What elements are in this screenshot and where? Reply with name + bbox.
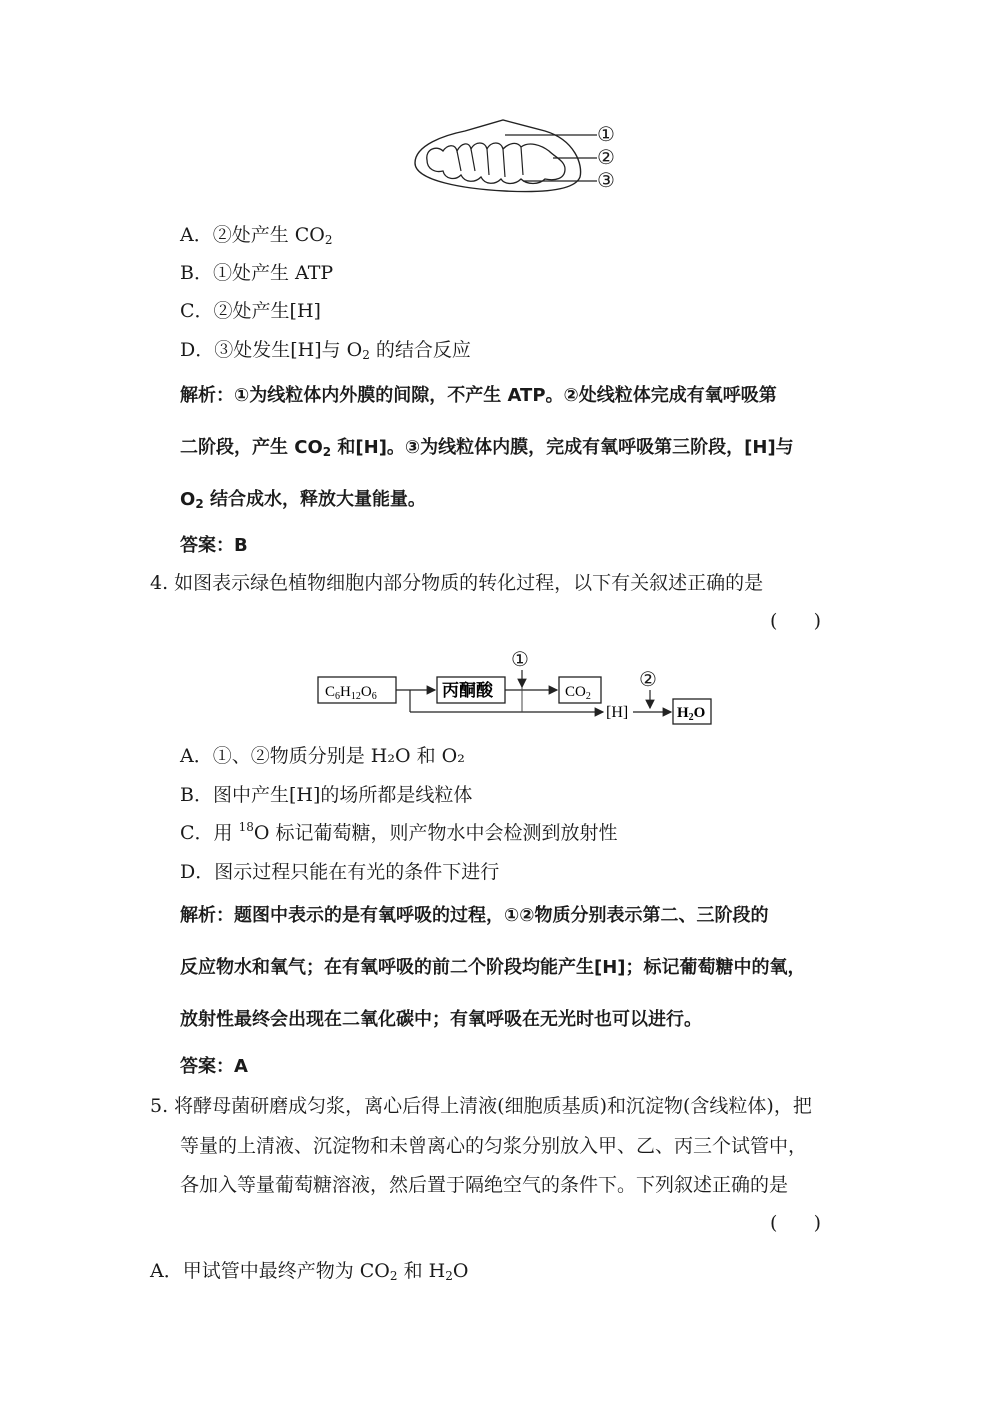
q3-analysis-line2: 二阶段，产生 $CO_2$ 和[H]。③为线粒体内膜，完成有氧呼吸第三阶段，[H]与 xyxy=(180,437,794,459)
q5-stem-line3: 各加入等量葡萄糖溶液，然后置于隔绝空气的条件下。下列叙述正确的是 xyxy=(180,1174,789,1196)
q4-answer: 答案：A xyxy=(180,1056,248,1077)
q4-option-c: C．用 $^{18}$O 标记葡萄糖，则产物水中会检测到放射性 xyxy=(180,820,618,844)
q5-option-a: A．甲试管中最终产物为 $CO_2$ 和 $H_2O$ xyxy=(150,1260,469,1283)
q4-analysis-line3: 放射性最终会出现在二氧化碳中；有氧呼吸在无光时也可以进行。 xyxy=(180,1009,702,1030)
q5-stem-line2: 等量的上清液、沉淀物和未曾离心的匀浆分别放入甲、乙、丙三个试管中， xyxy=(180,1135,808,1157)
q3-analysis-line1: 解析：①为线粒体内外膜的间隙，不产生 ATP。②处线粒体完成有氧呼吸第 xyxy=(180,385,777,406)
q3-analysis-line3: $O_2$ 结合成水，释放大量能量。 xyxy=(180,489,426,511)
diagram-marker-1: ① xyxy=(511,647,529,671)
svg-text:C6H12O6: $C_6H_{12}O_6$ xyxy=(325,684,377,702)
q3-option-c: C．②处产生[H] xyxy=(180,300,321,322)
q3-option-b: B．①处产生 ATP xyxy=(180,262,334,284)
svg-text:CO2: $CO_2$ xyxy=(565,684,591,702)
svg-text:丙酮酸: 丙酮酸 xyxy=(442,681,493,700)
diagram-marker-2: ② xyxy=(639,667,657,691)
q4-option-a: A．①、②物质分别是 H₂O 和 O₂ xyxy=(180,745,465,767)
q4-stem: 4. 如图表示绿色植物细胞内部分物质的转化过程，以下有关叙述正确的是 xyxy=(150,572,764,594)
q4-option-b: B．图中产生[H]的场所都是线粒体 xyxy=(180,784,473,806)
q4-analysis-line1: 解析：题图中表示的是有氧呼吸的过程，①②物质分别表示第二、三阶段的 xyxy=(180,905,769,926)
q4-option-d: D．图示过程只能在有光的条件下进行 xyxy=(180,861,500,883)
mito-label-2: ② xyxy=(597,145,615,169)
mito-label-3: ③ xyxy=(597,168,615,192)
q3-option-a: A．②处产生 $CO_2$ xyxy=(180,224,333,247)
q5-answer-blank: ( ) xyxy=(770,1212,822,1234)
q4-answer-blank: ( ) xyxy=(770,610,822,632)
q3-option-d: D．③处发生[H]与 $O_2$ 的结合反应 xyxy=(180,339,471,362)
q5-stem-line1: 5. 将酵母菌研磨成匀浆，离心后得上清液(细胞质基质)和沉淀物(含线粒体)，把 xyxy=(150,1095,812,1117)
q3-answer: 答案：B xyxy=(180,535,248,556)
q4-analysis-line2: 反应物水和氧气；在有氧呼吸的前二个阶段均能产生[H]；标记葡萄糖中的氧， xyxy=(180,957,806,978)
svg-text:[H]: [H] xyxy=(606,704,629,721)
mito-label-1: ① xyxy=(597,122,615,146)
svg-text:H2O: $H_2O$ xyxy=(677,705,706,723)
